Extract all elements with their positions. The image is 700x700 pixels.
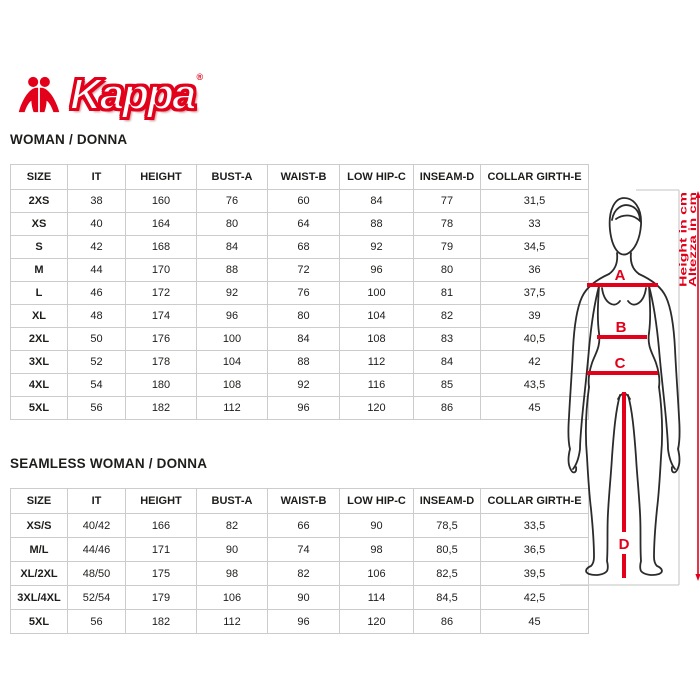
inseam-label: D [618,536,630,553]
low-hip-label: C [614,355,626,372]
table-cell: 54 [68,374,126,397]
table-row [11,259,589,282]
table-cell: 100 [197,328,268,351]
table-cell: 40 [68,213,126,236]
table-cell: 82 [414,305,481,328]
right-leg [628,387,662,575]
table-cell: 88 [268,351,340,374]
column-header: BUST-A [197,489,268,514]
table-cell: 80 [268,305,340,328]
waist-label: B [615,319,627,336]
table-cell: 43,5 [481,374,589,397]
table-cell: 77 [414,190,481,213]
table-cell: 166 [126,514,197,538]
table-cell: 72 [268,259,340,282]
table-cell: 170 [126,259,197,282]
size-table-seamless-woman [10,488,589,634]
column-header: LOW HIP-C [340,489,414,514]
table-cell: 82 [197,514,268,538]
height-arrow-bottom [695,574,700,581]
table-cell: 84 [414,351,481,374]
table-cell: 164 [126,213,197,236]
table-cell: 4XL [11,374,68,397]
column-header: IT [68,165,126,190]
table-cell: 82 [268,562,340,586]
table-cell: 56 [68,610,126,634]
table-cell: 175 [126,562,197,586]
table-cell: 45 [481,610,589,634]
table-row [11,397,589,420]
table-cell: 90 [268,586,340,610]
kappa-omini-icon [12,74,66,116]
table-cell: 52/54 [68,586,126,610]
table-cell: 86 [414,397,481,420]
table-row [11,374,589,397]
table-cell: 85 [414,374,481,397]
table-cell: 92 [268,374,340,397]
table-cell: 88 [197,259,268,282]
table-cell: 80 [414,259,481,282]
table-cell: 44 [68,259,126,282]
table-cell: 74 [268,538,340,562]
table-cell: 108 [197,374,268,397]
table-cell: 40/42 [68,514,126,538]
table-cell: 84 [197,236,268,259]
table-row [11,514,589,538]
table-cell: 104 [340,305,414,328]
table-cell: 92 [197,282,268,305]
kappa-logo [12,72,700,118]
table-cell: 179 [126,586,197,610]
table-cell: 90 [340,514,414,538]
table-cell: 36,5 [481,538,589,562]
table-cell: 172 [126,282,197,305]
table-row [11,213,589,236]
registered-mark: ® [196,72,202,82]
column-header: INSEAM-D [414,489,481,514]
table-cell: 120 [340,610,414,634]
table-cell: 96 [268,397,340,420]
table-cell: 108 [340,328,414,351]
column-header: BUST-A [197,165,268,190]
table-cell: 80,5 [414,538,481,562]
table-cell: 34,5 [481,236,589,259]
table-cell: 48 [68,305,126,328]
table-row [11,190,589,213]
table-cell: 40,5 [481,328,589,351]
table-row [11,305,589,328]
table-cell: 90 [197,538,268,562]
table-cell: 36 [481,259,589,282]
measurement-figure [556,156,700,588]
section-title-woman: WOMAN / DONNA [10,132,128,147]
table-cell: 100 [340,282,414,305]
table-cell: 84 [340,190,414,213]
column-header: HEIGHT [126,489,197,514]
table-cell: M/L [11,538,68,562]
table-cell: 42 [68,236,126,259]
table-cell: 160 [126,190,197,213]
table-cell: S [11,236,68,259]
table-row [11,538,589,562]
table-cell: XL [11,305,68,328]
table-cell: 50 [68,328,126,351]
header-row [11,165,589,190]
table-cell: 106 [197,586,268,610]
size-table-woman [10,164,589,420]
column-header: INSEAM-D [414,165,481,190]
table-cell: 86 [414,610,481,634]
table-cell: 82,5 [414,562,481,586]
table-cell: 84 [268,328,340,351]
bust-curves [602,288,646,305]
table-cell: 96 [340,259,414,282]
column-header: SIZE [11,165,68,190]
table-row [11,586,589,610]
table-row [11,610,589,634]
table-cell: 106 [340,562,414,586]
table-cell: 114 [340,586,414,610]
table-cell: 81 [414,282,481,305]
table-cell: 2XL [11,328,68,351]
table-cell: 76 [197,190,268,213]
table-cell: 42 [481,351,589,374]
head-outline [610,198,641,255]
table-cell: 176 [126,328,197,351]
height-in-cm-label: Height in cm [678,226,690,287]
table-cell: 96 [268,610,340,634]
table-cell: XL/2XL [11,562,68,586]
table-row [11,282,589,305]
table-cell: 112 [197,610,268,634]
table-cell: 96 [197,305,268,328]
table-cell: 78 [414,213,481,236]
table-cell: 171 [126,538,197,562]
table-cell: 56 [68,397,126,420]
table-cell: 68 [268,236,340,259]
table-cell: 92 [340,236,414,259]
header-row [11,489,589,514]
table-cell: 3XL/4XL [11,586,68,610]
table-cell: 5XL [11,610,68,634]
table-cell: 38 [68,190,126,213]
table-cell: 46 [68,282,126,305]
hair-line [612,205,640,221]
table-cell: 52 [68,351,126,374]
table-cell: 45 [481,397,589,420]
table-cell: 80 [197,213,268,236]
column-header: WAIST-B [268,165,340,190]
table-cell: 39 [481,305,589,328]
table-cell: 84,5 [414,586,481,610]
table-cell: 112 [340,351,414,374]
table-cell: 2XS [11,190,68,213]
table-cell: 33 [481,213,589,236]
table-cell: 37,5 [481,282,589,305]
table-cell: 60 [268,190,340,213]
table-cell: 83 [414,328,481,351]
table-cell: 104 [197,351,268,374]
table-cell: 5XL [11,397,68,420]
brand-name: Kappa [70,70,195,119]
table-cell: 79 [414,236,481,259]
table-cell: 168 [126,236,197,259]
table-cell: 98 [197,562,268,586]
column-header: SIZE [11,489,68,514]
table-cell: 44/46 [68,538,126,562]
table-row [11,351,589,374]
table-row [11,236,589,259]
left-leg [586,387,620,575]
column-header: COLLAR GIRTH-E [481,165,589,190]
column-header: LOW HIP-C [340,165,414,190]
table-cell: 48/50 [68,562,126,586]
table-cell: 33,5 [481,514,589,538]
table-cell: XS [11,213,68,236]
table-cell: XS/S [11,514,68,538]
table-cell: 112 [197,397,268,420]
table-row [11,328,589,351]
column-header: WAIST-B [268,489,340,514]
neck-right [631,253,639,274]
table-cell: 3XL [11,351,68,374]
height-reference-frame [560,190,679,585]
table-cell: 76 [268,282,340,305]
column-header: HEIGHT [126,165,197,190]
table-cell: 66 [268,514,340,538]
kappa-wordmark [70,70,202,119]
table-cell: 116 [340,374,414,397]
table-cell: 39,5 [481,562,589,586]
table-row [11,562,589,586]
table-cell: 42,5 [481,586,589,610]
table-cell: 174 [126,305,197,328]
woman-measurement-diagram [556,156,700,588]
column-header: IT [68,489,126,514]
bust-label: A [614,267,626,284]
table-cell: 180 [126,374,197,397]
section-title-seamless-woman: SEAMLESS WOMAN / DONNA [10,456,208,471]
table-cell: 78,5 [414,514,481,538]
table-cell: 98 [340,538,414,562]
table-cell: L [11,282,68,305]
table-cell: 88 [340,213,414,236]
table-cell: M [11,259,68,282]
table-cell: 182 [126,397,197,420]
column-header: COLLAR GIRTH-E [481,489,589,514]
altezza-in-cm-label: Altezza in cm [688,223,699,287]
table-cell: 64 [268,213,340,236]
table-cell: 182 [126,610,197,634]
table-cell: 120 [340,397,414,420]
table-cell: 31,5 [481,190,589,213]
table-cell: 178 [126,351,197,374]
